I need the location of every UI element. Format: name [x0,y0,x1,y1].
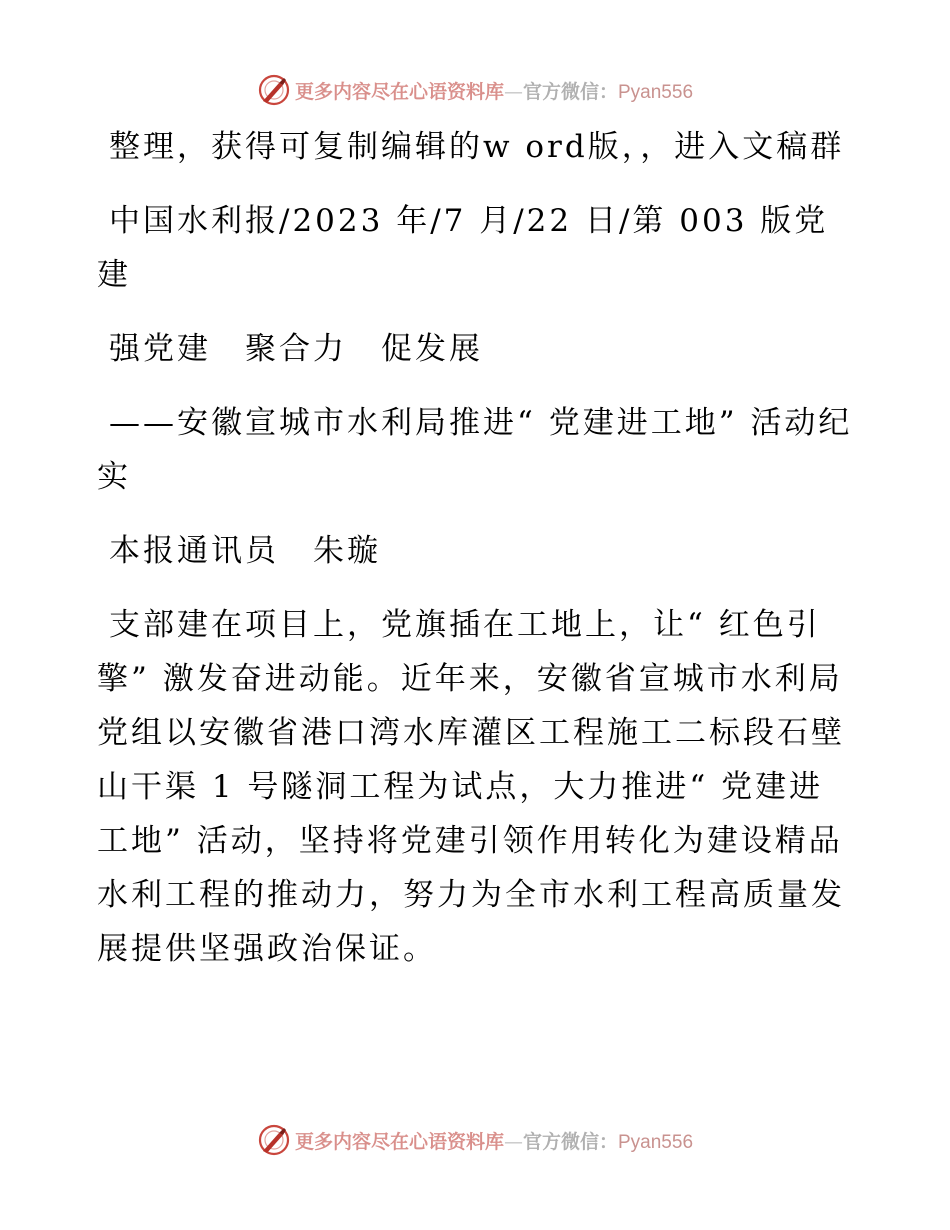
watermark-site: 更多内容尽在心语资料库 [294,80,504,103]
watermark-id: Pyan556 [618,1131,694,1153]
headline: 强党建 聚合力 促发展 [109,331,483,367]
source-line: 中国水利报/2023 年/7 月/22 日/第 003 版党建 [97,203,829,293]
watermark-dash: — [503,80,523,103]
watermark-dash: — [503,1130,523,1153]
watermark-text [295,77,693,104]
watermark-site: 更多内容尽在心语资料库 [294,1130,504,1153]
intro-paragraph: 整理，获得可复制编辑的w ord版，，进入文稿群 [109,129,845,165]
subheadline: ——安徽宣城市水利局推进“ 党建进工地” 活动纪实 [97,405,853,495]
pen-logo-icon [257,1123,291,1157]
watermark-label: 官方微信： [522,80,618,103]
pen-logo-icon [257,73,291,107]
byline: 本报通讯员 朱璇 [109,533,381,569]
body-paragraph: 支部建在项目上，党旗插在工地上，让“ 红色引擎” 激发奋进动能。近年来，安徽省宣城市水利局党组以安徽省港口湾水库灌区工程施工二标段石壁山干渠 1 号隧洞工程为试点，大力推进“ 党建进工地” 活动，坚持将党建引领作用转化为建设精品水利工程的推动力，努力为全市水利工程高质量发展提供坚强政治保证。 [97,607,845,967]
watermark-id: Pyan556 [618,81,694,103]
footer-watermark [0,1120,950,1160]
watermark-label: 官方微信： [522,1130,618,1153]
header-watermark [0,70,950,110]
document-content [97,120,857,976]
watermark-text [295,1127,693,1154]
